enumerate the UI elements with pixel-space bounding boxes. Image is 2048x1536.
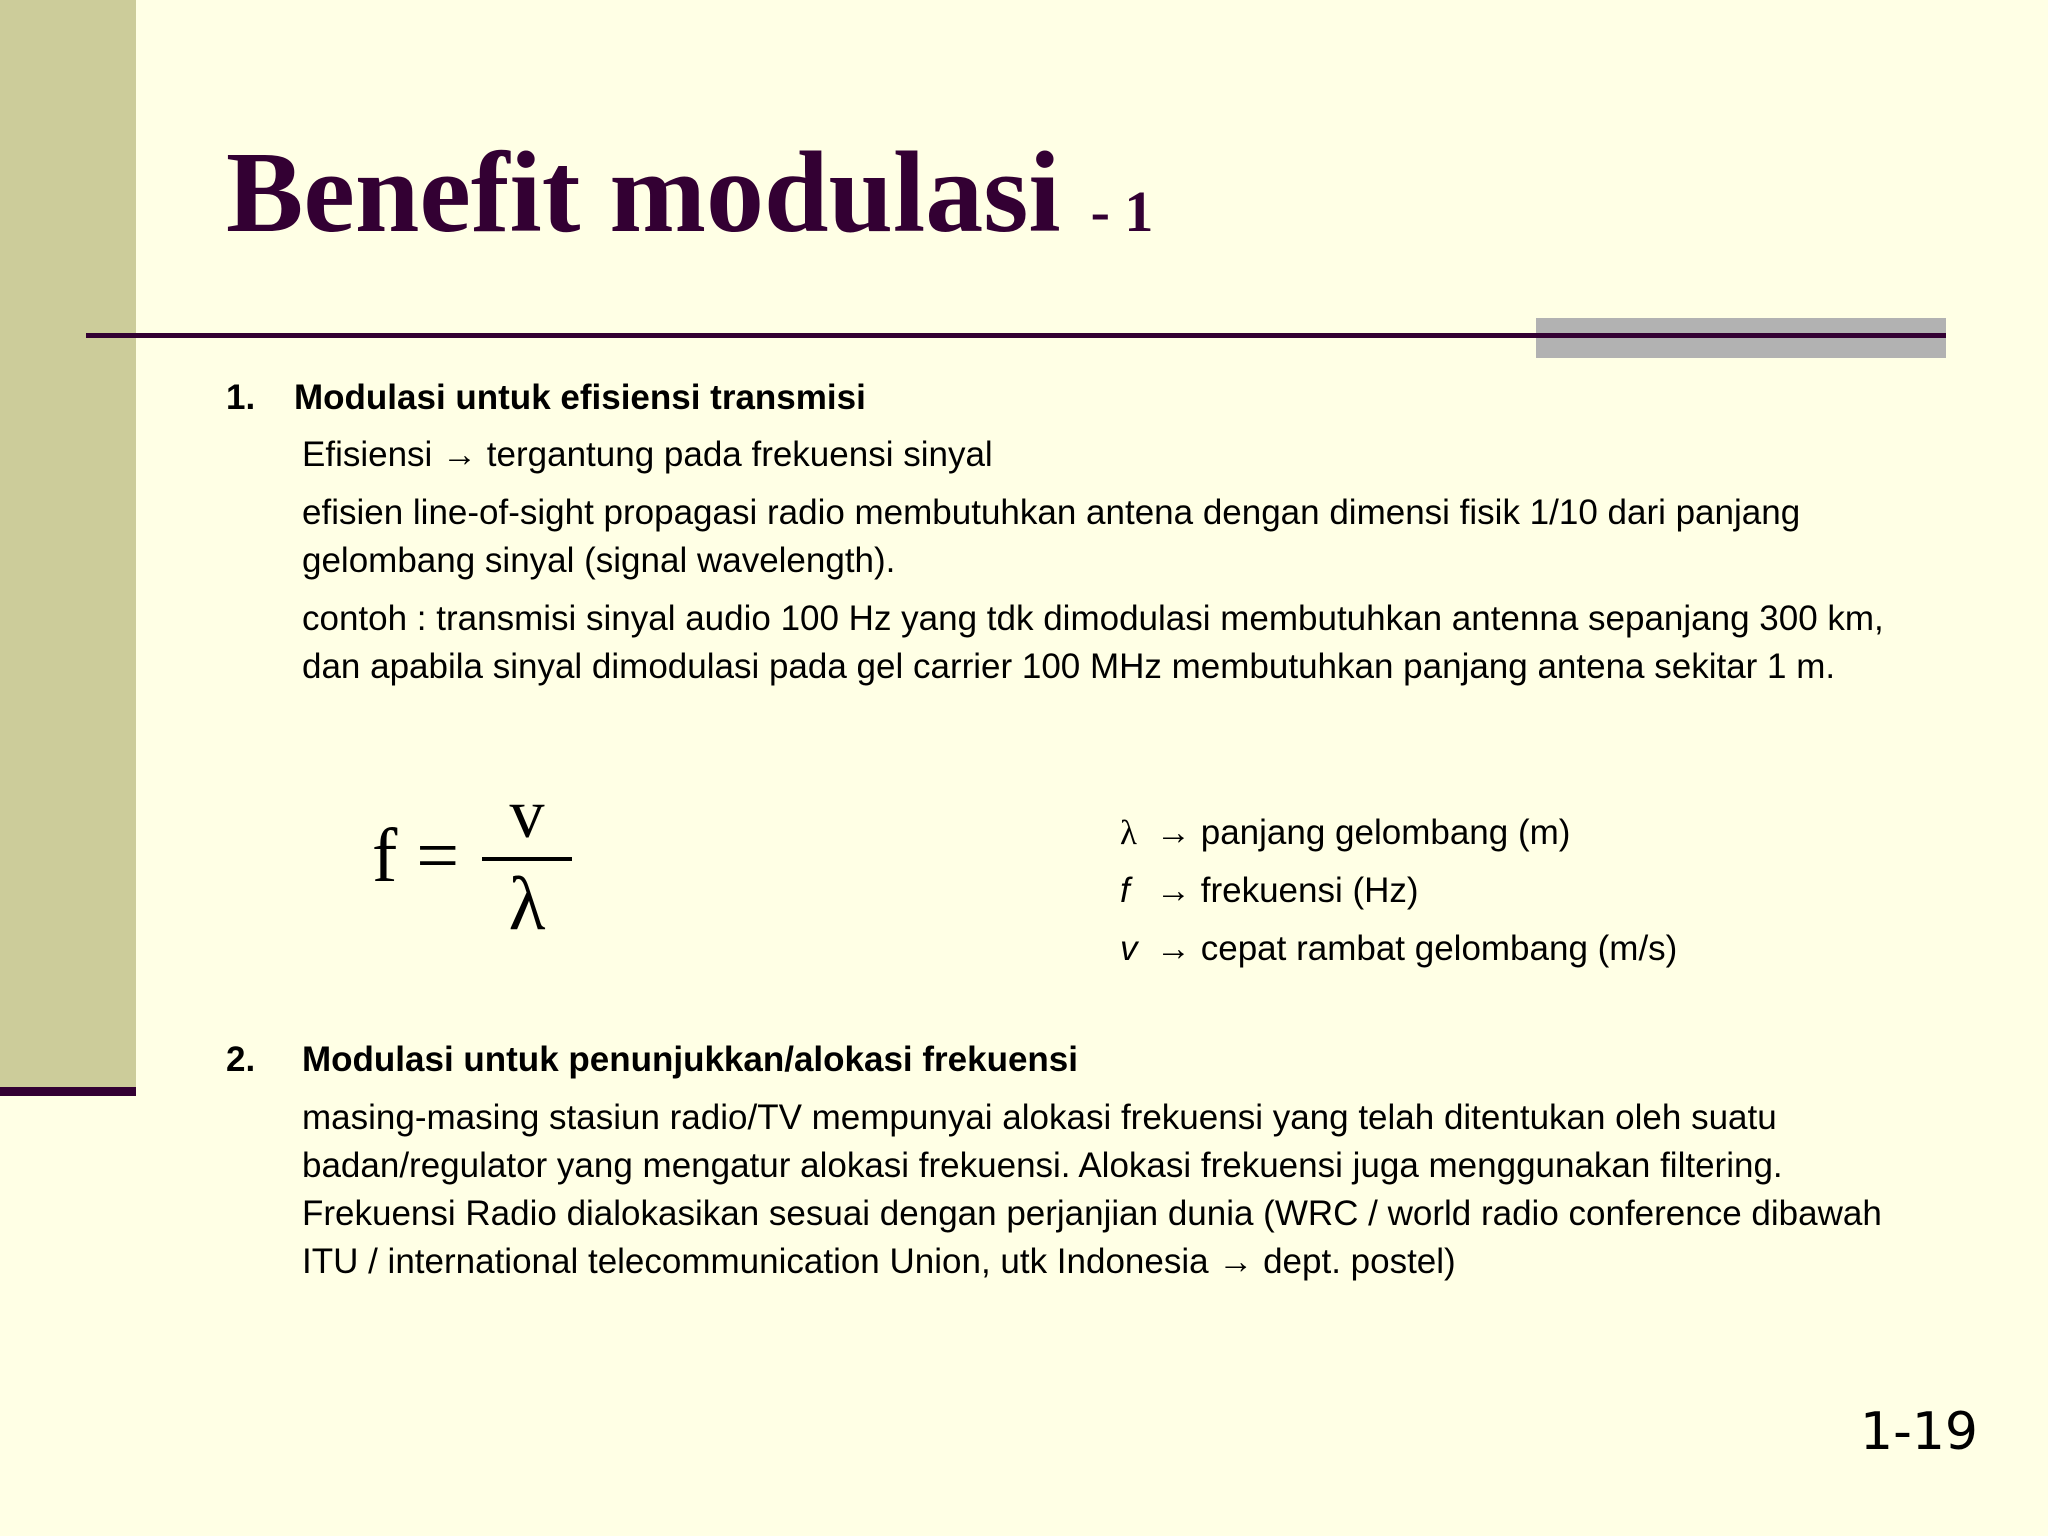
section-2-number: 2. — [226, 1040, 256, 1079]
formula-legend — [1120, 804, 1677, 978]
arrow-right-icon: → — [1156, 813, 1191, 852]
formula-fraction-bar — [482, 857, 572, 861]
slide-title-suffix: - 1 — [1090, 179, 1154, 244]
formula-lhs: f = — [372, 814, 460, 898]
section-2-heading-text: Modulasi untuk penunjukkan/alokasi frekuensi — [302, 1040, 1078, 1079]
legend-symbol: λ — [1120, 813, 1137, 852]
title-divider — [86, 333, 1946, 338]
formula-numerator: v — [509, 776, 545, 853]
section-2-main-text: masing-masing stasiun radio/TV mempunyai alokasi frekuensi yang telah ditentukan oleh suatu badan/regulator yang mengatur alokasi frekuensi. Alokasi frekuensi juga menggunakan filtering. Frekuensi Radio dialokasikan sesuai dengan perjanjian dunia (WRC / world radio conference dibawah ITU / international telecommunication Union, utk Indonesia — [302, 1098, 1882, 1281]
legend-symbol: f — [1120, 871, 1130, 910]
sidebar-underline — [0, 1087, 136, 1096]
legend-row-f — [1120, 862, 1677, 920]
legend-text: panjang gelombang (m) — [1200, 813, 1571, 852]
efisiensi-label: Efisiensi — [302, 435, 433, 474]
section-1-efisiensi — [302, 431, 1922, 479]
slide-title — [226, 130, 1153, 258]
arrow-right-icon: → — [1156, 929, 1191, 968]
efisiensi-text: tergantung pada frekuensi sinyal — [486, 435, 993, 474]
legend-symbol: v — [1120, 929, 1138, 968]
section-2-paragraph — [302, 1094, 1912, 1286]
legend-text: cepat rambat gelombang (m/s) — [1200, 929, 1678, 968]
sidebar-decoration — [0, 0, 136, 1090]
title-gray-block — [1536, 318, 1946, 358]
section-1-paragraph-3: contoh : transmisi sinyal audio 100 Hz yang tdk dimodulasi membutuhkan antenna sepanjang 300 km, dan apabila sinyal dimodulasi pada gel carrier 100 MHz membutuhkan panjang antena sekitar 1 m. — [302, 599, 1884, 686]
section-1-number: 1. — [226, 378, 256, 417]
slide-title-text: Benefit modulasi — [226, 129, 1061, 257]
section-1-heading — [226, 374, 866, 422]
arrow-right-icon: → — [442, 435, 478, 474]
section-2-heading — [226, 1036, 1078, 1084]
legend-row-lambda — [1120, 804, 1677, 862]
page-number: 1-19 — [1859, 1402, 1978, 1462]
arrow-right-icon: → — [1218, 1242, 1254, 1281]
legend-row-v — [1120, 920, 1677, 978]
wavelength-formula — [372, 776, 582, 950]
section-2-tail-text: dept. postel) — [1263, 1242, 1456, 1281]
legend-text: frekuensi (Hz) — [1200, 871, 1419, 910]
arrow-right-icon: → — [1156, 871, 1191, 910]
formula-denominator: λ — [508, 862, 546, 946]
section-1-paragraph-2: efisien line-of-sight propagasi radio membutuhkan antena dengan dimensi fisik 1/10 dari panjang gelombang sinyal (signal wavelength). — [302, 493, 1801, 580]
section-1-heading-text: Modulasi untuk efisiensi transmisi — [294, 378, 866, 417]
